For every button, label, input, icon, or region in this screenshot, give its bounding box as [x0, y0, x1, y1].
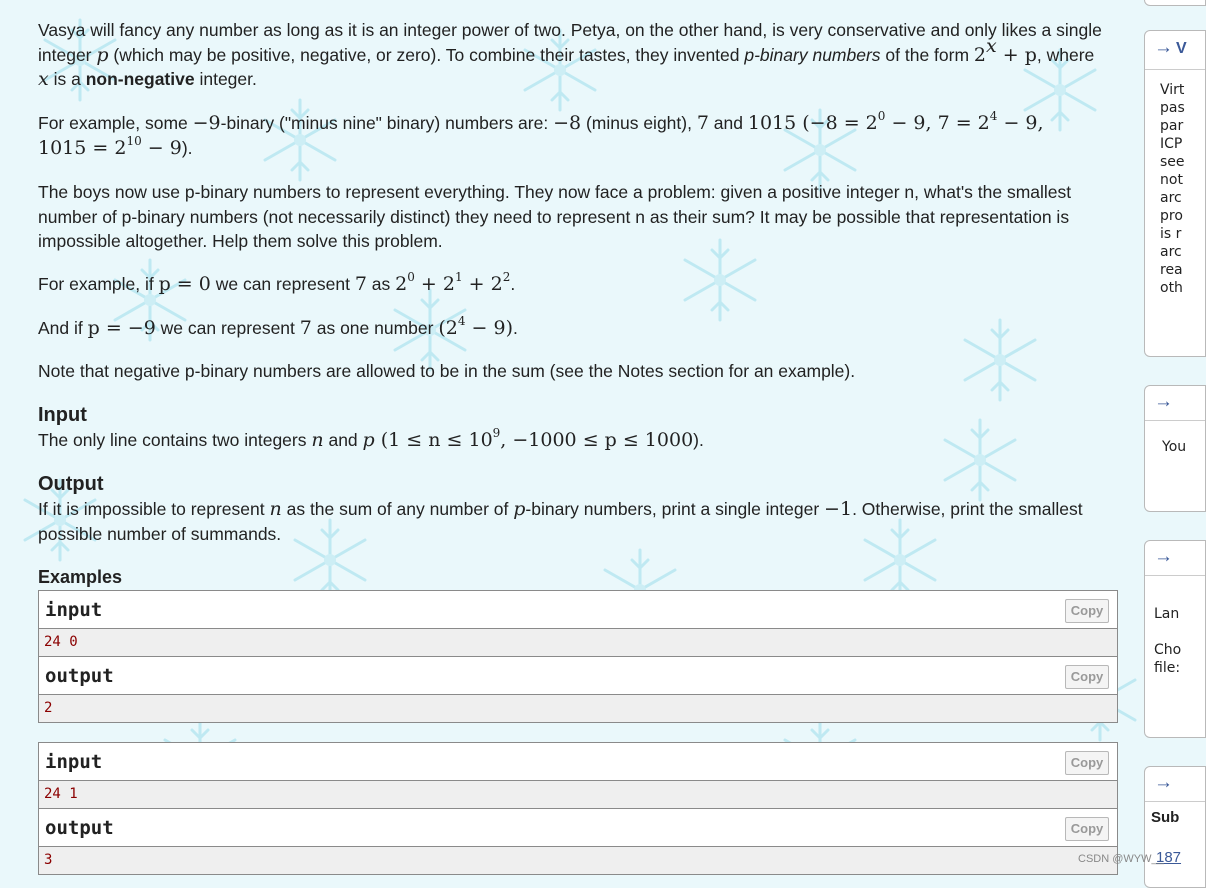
copy-output-button[interactable]: Copy: [1065, 665, 1109, 689]
example-output-value-row: [39, 847, 1117, 874]
example-output-value: 3: [44, 852, 53, 868]
statement-paragraph-4: For example, if p = 0 we can represent 7 as $2^0 + 2^1 + 2^2$.: [38, 270, 516, 295]
sidebar-box-header: [1145, 541, 1205, 576]
example-output-label: output: [45, 665, 114, 687]
sidebar-box-2: [1144, 385, 1206, 512]
statement-paragraph-6: Note that negative p-binary numbers are allowed to be in the sum (see the Notes section for an example).: [38, 361, 856, 381]
sidebar-submissions-box: [1144, 766, 1206, 888]
sidebar-box-header: [1145, 767, 1205, 802]
submission-link[interactable]: 187: [1156, 849, 1182, 866]
example-1: [38, 590, 1118, 723]
example-input-value-row: [39, 781, 1117, 809]
example-input-value: 24 1: [44, 786, 78, 802]
example-input-value: 24 0: [44, 634, 78, 650]
copy-input-button[interactable]: Copy: [1065, 599, 1109, 623]
sidebar-box-top-stub: [1144, 0, 1206, 6]
copy-output-button[interactable]: Copy: [1065, 817, 1109, 841]
sidebar-virtual-participation: [1144, 30, 1206, 357]
sidebar-box-text: Lan Cho file:: [1154, 606, 1182, 676]
output-heading: Output: [38, 473, 104, 495]
example-output-value: 2: [44, 700, 53, 716]
examples-heading: Examples: [38, 567, 123, 587]
example-input-header: [39, 743, 1117, 781]
output-description: If it is impossible to represent n as the sum of any number of p-binary numbers, print a single integer −1. Otherwise, print the smallest possible number of summands.: [38, 498, 1083, 544]
arrow-right-icon[interactable]: →: [1154, 772, 1173, 793]
copy-input-button[interactable]: Copy: [1065, 751, 1109, 775]
arrow-right-icon[interactable]: →: [1154, 37, 1173, 58]
input-description: The only line contains two integers n and p ($1 \le n \le 10^9$, −1000 ≤ p ≤ 1000).: [38, 426, 704, 451]
statement-paragraph-2: For example, some −9-binary ("minus nine" binary) numbers are: −8 (minus eight), 7 and 1015 ($-8 = 2^0 - 9$, $7 = 2^4 - 9$, $1015 = 2^{10} - 9$).: [38, 109, 1044, 159]
sidebar-box-header: [1145, 31, 1205, 70]
watermark: CSDN @WYW__: [1078, 853, 1164, 865]
statement-paragraph-1: Vasya will fancy any number as long as it is an integer power of two. Petya, on the other hand, is very conservative and only likes a single integer p (which may be positive, negative, or zero). To combine their tastes, they invented p-binary numbers of the form $2^x + p$, where x is a non-negative integer.: [38, 20, 1102, 90]
example-input-value-row: [39, 629, 1117, 657]
example-output-label: output: [45, 817, 114, 839]
arrow-right-icon[interactable]: →: [1154, 391, 1173, 412]
submissions-column-header: Sub: [1151, 809, 1180, 826]
sidebar-submit-box: [1144, 540, 1206, 738]
example-output-header: [39, 809, 1117, 847]
example-output-value-row: [39, 695, 1117, 722]
example-2: [38, 742, 1118, 875]
sidebar-box-text: You: [1162, 439, 1187, 455]
input-heading: Input: [38, 404, 87, 426]
example-output-header: [39, 657, 1117, 695]
arrow-right-icon[interactable]: →: [1154, 546, 1173, 567]
sidebar-box-text: Virt pas par ICP see not arc pro is r arc rea oth: [1160, 82, 1185, 296]
sidebar-box-title: V: [1176, 40, 1187, 57]
statement-paragraph-3: The boys now use p-binary numbers to represent everything. They now face a problem: given a positive integer n, what's the smallest number of p-binary numbers (not necessarily distinct) they need to represent n as their sum? It may be possible that representation is impossible altogether. Help them solve this problem.: [38, 182, 1072, 251]
example-input-label: input: [45, 751, 103, 773]
example-input-header: [39, 591, 1117, 629]
example-input-label: input: [45, 599, 103, 621]
statement-paragraph-5: And if p = −9 we can represent 7 as one number $(2^4 - 9)$.: [38, 314, 518, 339]
sidebar-box-header: [1145, 386, 1205, 421]
